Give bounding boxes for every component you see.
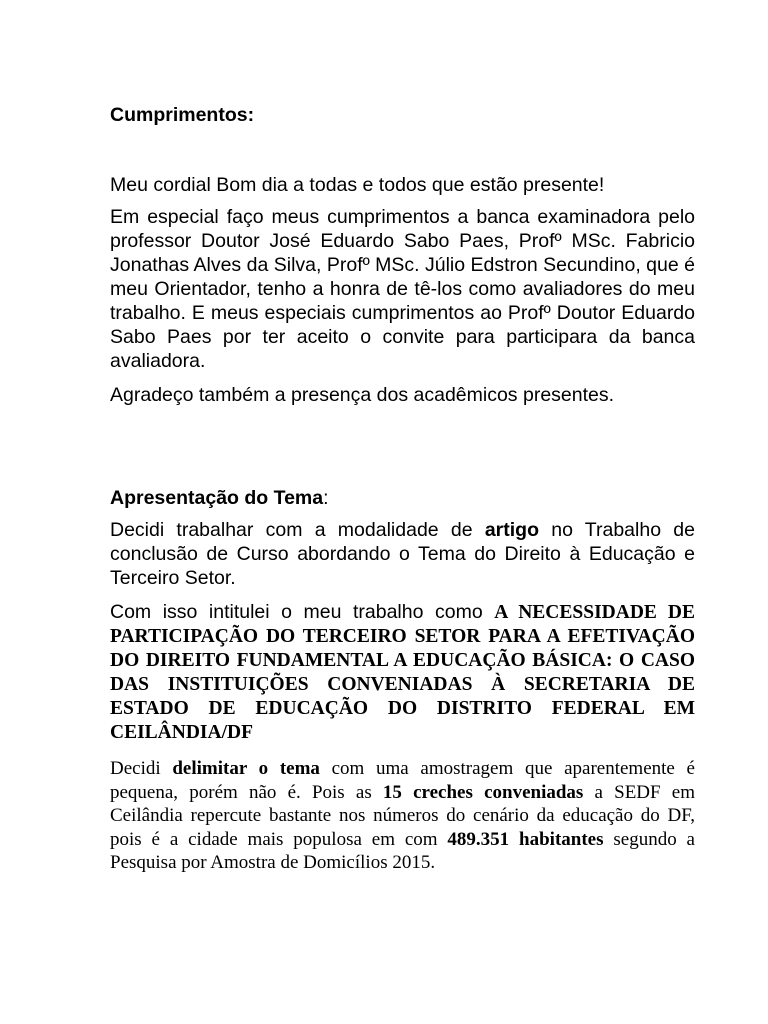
greetings-paragraph-3: Agradeço também a presença dos acadêmicos presentes.: [110, 384, 615, 406]
theme-p2-work-title: A NECESSIDADE DE PARTICIPAÇÃO DO TERCEIRO SETOR PARA A EFETIVAÇÃO DO DIREITO FUNDAMENTAL A EDUCAÇÃO BÁSICA: O CASO DAS INSTITUIÇÕES CONVENIADAS À SECRETARIA DE ESTADO DE EDUCAÇÃO DO DISTRITO FEDERAL EM CEILÂNDIA/DF: [110, 602, 696, 743]
theme-p3-text-e: segundo a Pesquisa por Amostra de Domicílios 2015.: [110, 828, 695, 873]
theme-p1-bold: artigo: [484, 519, 539, 541]
theme-p1-text-b: no Trabalho de conclusão de Curso abordando o Tema do Direito à Educação e Terceiro Setor.: [110, 519, 695, 589]
theme-p3-bold-3: 489.351 habitantes: [447, 828, 604, 850]
theme-p3-text-d: a SEDF em Ceilândia repercute bastante nos números do cenário da educação do DF, pois é a cidade mais populosa em com: [110, 781, 695, 850]
theme-paragraph-3: [110, 757, 695, 875]
theme-paragraph-2: [110, 600, 695, 745]
greetings-heading-text: Cumprimentos:: [110, 104, 255, 126]
theme-p2-intro: Com isso intitulei o meu trabalho como: [110, 601, 495, 623]
theme-paragraph-1: [110, 518, 695, 590]
greetings-heading: [110, 103, 695, 127]
theme-heading-colon: :: [323, 487, 329, 509]
greetings-paragraph-2: Em especial faço meus cumprimentos a banca examinadora pelo professor Doutor José Eduardo Sabo Paes, Profº MSc. Fabricio Jonathas Alves da Silva, Profº MSc. Júlio Edstron Secundino, que é meu Orientador, tenho a honra de tê-los como avaliadores do meu trabalho. E meus especiais cumprimentos ao Profº Doutor Eduardo Sabo Paes por ter aceito o convite para participara da banca avaliadora.: [110, 206, 695, 372]
theme-heading-bold: Apresentação do Tema: [110, 487, 324, 509]
theme-heading: [110, 486, 695, 510]
theme-p1-text-a: Decidi trabalhar com a modalidade de: [110, 519, 485, 541]
greetings-paragraph-1: Meu cordial Bom dia a todas e todos que estão presente!: [110, 174, 605, 196]
theme-p3-text-a: Decidi: [110, 758, 173, 779]
theme-p3-bold-2: 15 creches conveniadas: [382, 781, 584, 803]
theme-p3-text-c: com uma amostragem que aparentemente é pequena, porém não é. Pois as: [110, 758, 695, 803]
theme-p3-bold-1: delimitar o tema: [172, 758, 320, 779]
